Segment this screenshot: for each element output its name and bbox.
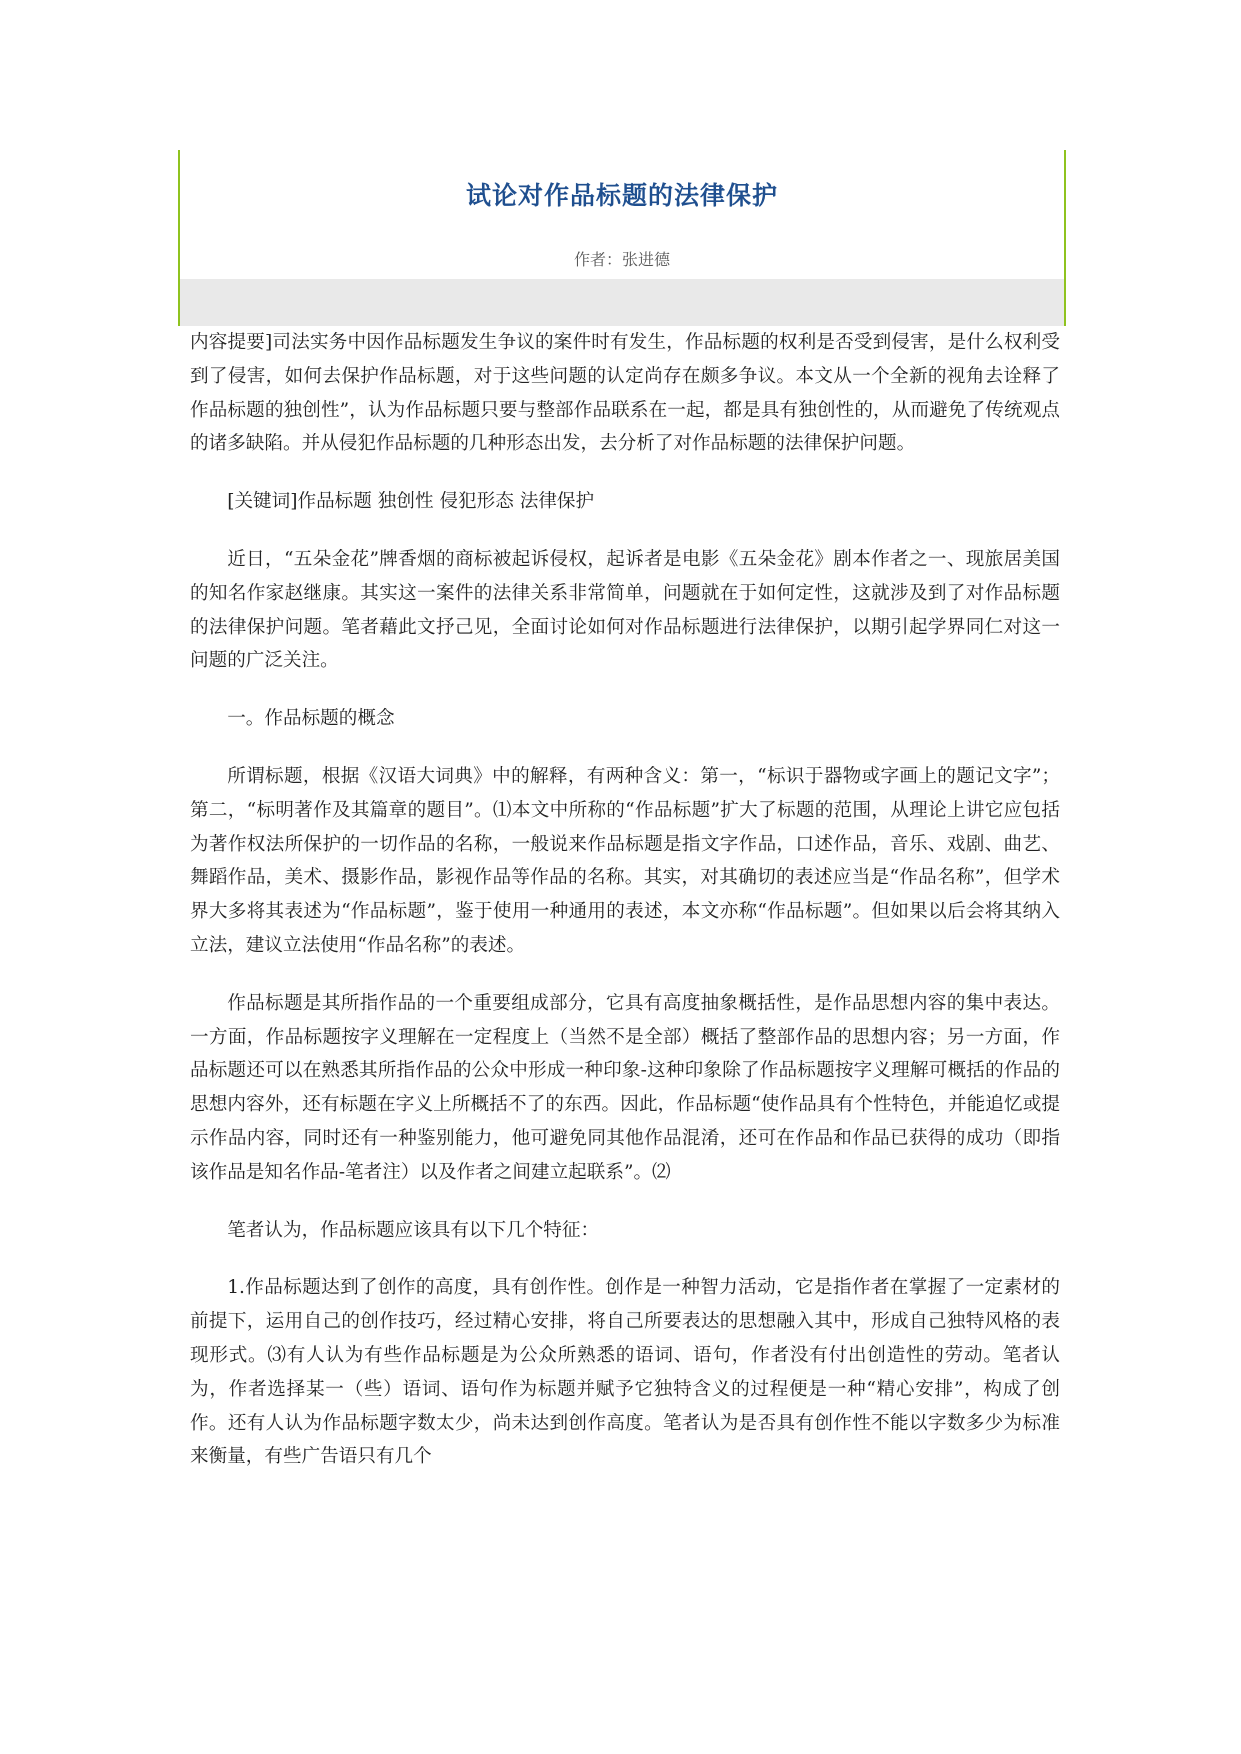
- keywords-paragraph: [关键词]作品标题 独创性 侵犯形态 法律保护: [227, 491, 595, 513]
- article-author: 作者：张进德: [573, 250, 670, 269]
- body-paragraph: 近日，“五朵金花”牌香烟的商标被起诉侵权，起诉者是电影《五朵金花》剧本作者之一、现旅居美国的知名作家赵继康。其实这一案件的法律关系非常简单，问题就在于如何定性，这就涉及到了对作品标题的法律保护问题。笔者藉此文抒己见，全面讨论如何对作品标题进行法律保护，以期引起学界同仁对这一问题的广泛关注。: [190, 548, 1060, 672]
- body-paragraph: 作品标题是其所指作品的一个重要组成部分，它具有高度抽象概括性，是作品思想内容的集中表达。一方面，作品标题按字义理解在一定程度上（当然不是全部）概括了整部作品的思想内容；另一方面，作品标题还可以在熟悉其所指作品的公众中形成一种印象-这种印象除了作品标题按字义理解可概括的作品的思想内容外，还有标题在字义上所概括不了的东西。因此，作品标题“使作品具有个性特色，并能追忆或提示作品内容，同时还有一种鉴别能力，他可避免同其他作品混淆，还可在作品和作品已获得的成功（即指该作品是知名作品-笔者注）以及作者之间建立起联系”。⑵: [190, 992, 1060, 1183]
- body-paragraph: 1.作品标题达到了创作的高度，具有创作性。创作是一种智力活动，它是指作者在掌握了一定素材的前提下，运用自己的创作技巧，经过精心安排，将自己所要表达的思想融入其中，形成自己独特风格的表现形式。⑶有人认为有些作品标题是为公众所熟悉的语词、语句，作者没有付出创造性的劳动。笔者认为，作者选择某一（些）语词、语句作为标题并赋予它独特含义的过程便是一种“精心安排”，构成了创作。还有人认为作品标题字数太少，尚未达到创作高度。笔者认为是否具有创作性不能以字数多少为标准来衡量，有些广告语只有几个: [190, 1277, 1060, 1468]
- body-paragraph: 笔者认为，作品标题应该具有以下几个特征：: [227, 1219, 600, 1241]
- abstract-paragraph: 内容提要]司法实务中因作品标题发生争议的案件时有发生，作品标题的权利是否受到侵害，是什么权利受到了侵害，如何去保护作品标题，对于这些问题的认定尚存在颇多争议。本文从一个全新的视角去诠释了作品标题的独创性”，认为作品标题只要与整部作品联系在一起，都是具有独创性的，从而避免了传统观点的诸多缺陷。并从侵犯作品标题的几种形态出发，去分析了对作品标题的法律保护问题。: [190, 332, 1060, 455]
- section-heading: 一。作品标题的概念: [227, 708, 395, 730]
- article-body: [190, 326, 1060, 1498]
- header-gray-band: [180, 279, 1064, 326]
- article-title: 试论对作品标题的法律保护: [465, 181, 778, 210]
- body-paragraph: 所谓标题，根据《汉语大词典》中的解释，有两种含义：第一，“标识于器物或字画上的题记文字”；第二，“标明著作及其篇章的题目”。⑴本文中所称的“作品标题”扩大了标题的范围，从理论上讲它应包括为著作权法所保护的一切作品的名称，一般说来作品标题是指文字作品，口述作品，音乐、戏剧、曲艺、舞蹈作品，美术、摄影作品，影视作品等作品的名称。其实，对其确切的表述应当是“作品名称”，但学术界大多将其表述为“作品标题”，鉴于使用一种通用的表述，本文亦称“作品标题”。但如果以后会将其纳入立法，建议立法使用“作品名称”的表述。: [190, 765, 1060, 956]
- article-header: [178, 150, 1066, 326]
